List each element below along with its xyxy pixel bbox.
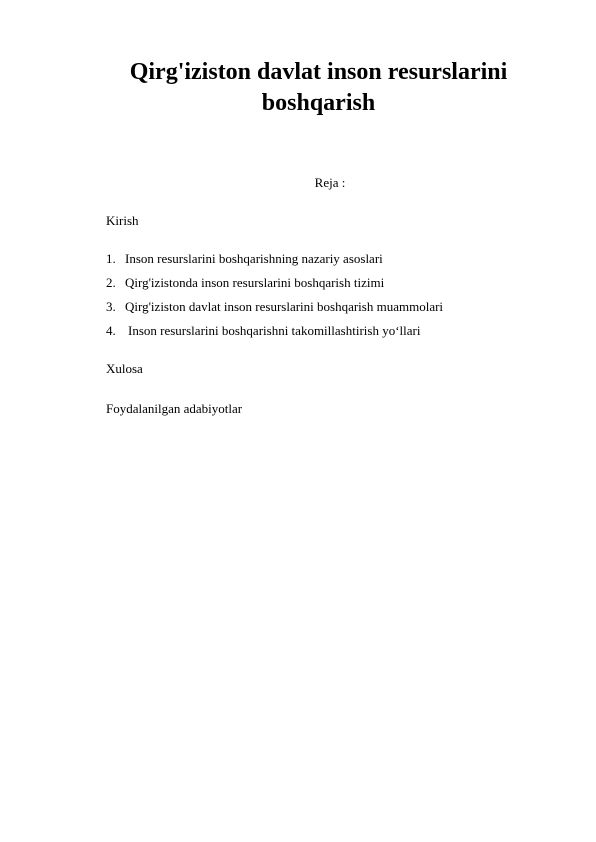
list-item-text: Qirg'izistonda inson resurslarini boshqarish tizimi — [125, 275, 385, 290]
list-item — [106, 275, 384, 291]
list-item-number: 1. — [106, 251, 116, 266]
references-item: Foydalanilgan adabiyotlar — [106, 401, 243, 416]
list-item-text: Inson resurslarini boshqarishning nazariy asoslari — [125, 251, 383, 266]
list-item-text: Qirg'iziston davlat inson resurslarini boshqarish muammolari — [125, 299, 444, 314]
conclusion-item: Xulosa — [106, 361, 143, 376]
document-title: Qirg'iziston davlat inson resurslarini boshqarish — [129, 59, 508, 116]
list-item — [106, 299, 443, 315]
list-item-number: 4. — [106, 323, 116, 338]
list-item-number: 2. — [106, 275, 116, 290]
list-item — [106, 251, 383, 267]
list-item — [106, 323, 420, 339]
plan-heading: Reja : — [314, 175, 346, 190]
list-item-text: Inson resurslarini boshqarishni takomillashtirish yo‘llari — [128, 323, 421, 338]
list-item-number: 3. — [106, 299, 116, 314]
intro-item: Kirish — [106, 213, 139, 228]
